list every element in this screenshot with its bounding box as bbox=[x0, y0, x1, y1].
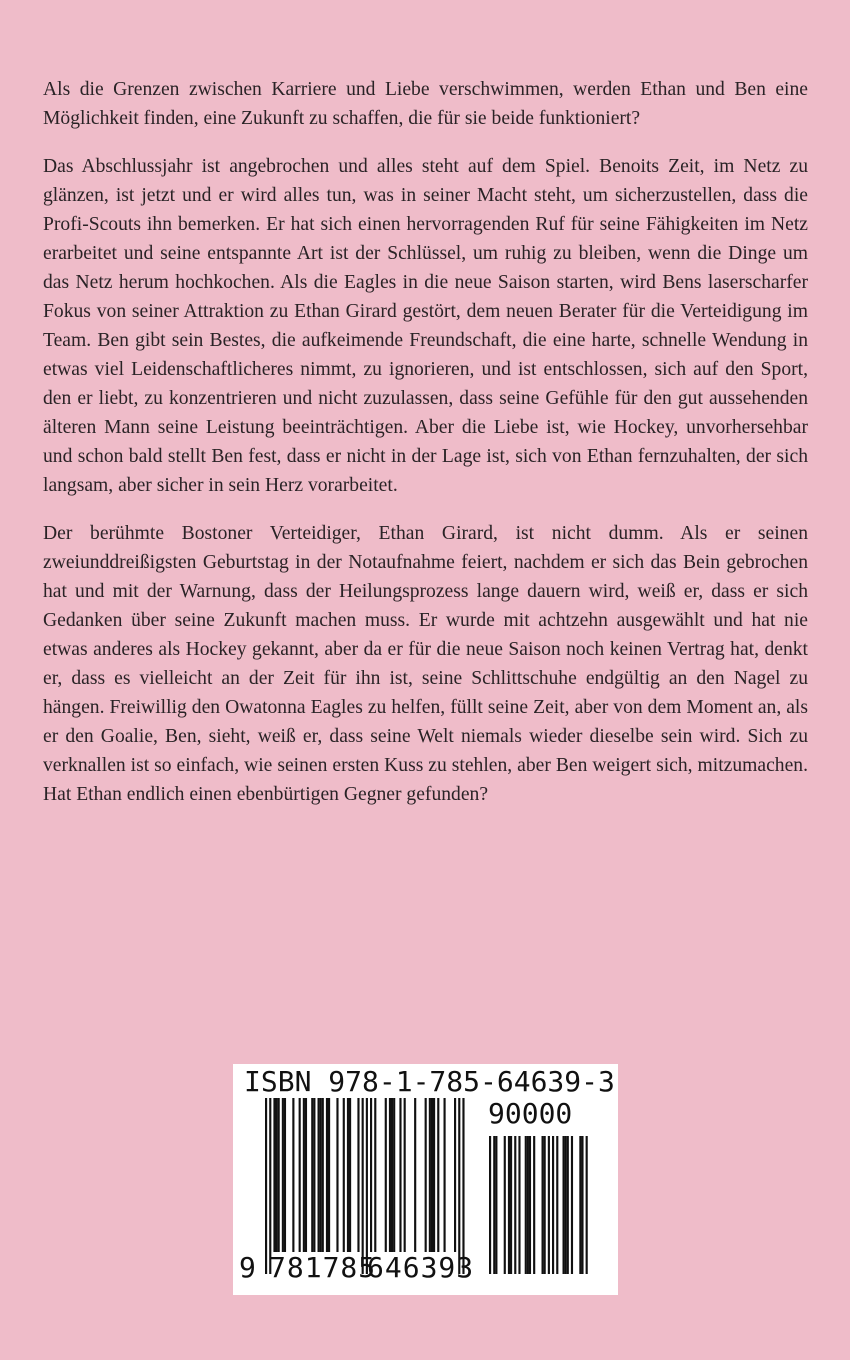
barcode-bar-4 bbox=[278, 1098, 280, 1252]
ean-left-digits: 781785 bbox=[269, 1251, 377, 1284]
barcode-bar-17 bbox=[328, 1098, 330, 1252]
barcode-bar-22 bbox=[357, 1098, 359, 1252]
addon-bar-19 bbox=[567, 1136, 569, 1274]
addon-bar-4 bbox=[508, 1136, 510, 1274]
addon-bar-18 bbox=[565, 1136, 567, 1274]
barcode-bar-42 bbox=[462, 1098, 464, 1274]
barcode-bar-8 bbox=[299, 1098, 301, 1252]
addon-bar-13 bbox=[544, 1136, 546, 1274]
barcode-bar-15 bbox=[322, 1098, 324, 1252]
barcode-bar-39 bbox=[444, 1098, 446, 1252]
addon-bar-10 bbox=[529, 1136, 531, 1274]
barcode-bar-24 bbox=[366, 1098, 368, 1274]
barcode-bar-35 bbox=[429, 1098, 431, 1252]
barcode-bar-6 bbox=[284, 1098, 286, 1252]
barcode-bar-36 bbox=[431, 1098, 433, 1252]
barcode-bar-20 bbox=[347, 1098, 349, 1252]
isbn-label: ISBN 978-1-785-64639-3 bbox=[244, 1065, 615, 1098]
barcode-bar-5 bbox=[282, 1098, 284, 1252]
barcode-bar-21 bbox=[349, 1098, 351, 1252]
addon-bar-5 bbox=[510, 1136, 512, 1274]
addon-bar-14 bbox=[548, 1136, 550, 1274]
barcode-bar-11 bbox=[311, 1098, 313, 1252]
barcode-bar-33 bbox=[414, 1098, 416, 1252]
back-cover-blurb bbox=[43, 75, 808, 828]
barcode-bar-32 bbox=[404, 1098, 406, 1252]
barcode-bar-26 bbox=[374, 1098, 376, 1252]
barcode-bar-37 bbox=[433, 1098, 435, 1252]
barcode-bar-28 bbox=[389, 1098, 391, 1252]
addon-bar-21 bbox=[579, 1136, 581, 1274]
barcode-bar-31 bbox=[399, 1098, 401, 1252]
ean-first-digit: 9 bbox=[239, 1251, 256, 1284]
addon-bar-23 bbox=[586, 1136, 588, 1274]
barcode-bar-40 bbox=[454, 1098, 456, 1252]
barcode-bar-23 bbox=[362, 1098, 364, 1274]
addon-bar-6 bbox=[514, 1136, 516, 1274]
barcode-bar-7 bbox=[292, 1098, 294, 1252]
barcode-bar-12 bbox=[313, 1098, 315, 1252]
barcode-bar-27 bbox=[385, 1098, 387, 1252]
barcode-bar-25 bbox=[370, 1098, 372, 1252]
barcode-bar-14 bbox=[320, 1098, 322, 1252]
barcode-bar-19 bbox=[343, 1098, 345, 1252]
addon-bar-12 bbox=[542, 1136, 544, 1274]
addon-bar-15 bbox=[552, 1136, 554, 1274]
barcode-bar-3 bbox=[276, 1098, 278, 1252]
barcode-bar-10 bbox=[305, 1098, 307, 1252]
addon-bar-20 bbox=[571, 1136, 573, 1274]
barcode-bar-16 bbox=[326, 1098, 328, 1252]
addon-bar-3 bbox=[504, 1136, 506, 1274]
barcode-bar-1 bbox=[269, 1098, 271, 1274]
barcode-bar-38 bbox=[437, 1098, 439, 1252]
addon-bar-0 bbox=[489, 1136, 491, 1274]
barcode-bar-30 bbox=[393, 1098, 395, 1252]
addon-bar-11 bbox=[533, 1136, 535, 1274]
barcode-bar-18 bbox=[336, 1098, 338, 1252]
barcode-bar-13 bbox=[318, 1098, 320, 1252]
addon-bar-16 bbox=[556, 1136, 558, 1274]
barcode-bar-41 bbox=[458, 1098, 460, 1274]
isbn-barcode bbox=[233, 1064, 618, 1295]
addon-bar-1 bbox=[493, 1136, 495, 1274]
barcode-bar-9 bbox=[303, 1098, 305, 1252]
barcode-bar-29 bbox=[391, 1098, 393, 1252]
barcode-bar-34 bbox=[425, 1098, 427, 1252]
barcode-bar-2 bbox=[273, 1098, 275, 1252]
blurb-paragraph-1: Als die Grenzen zwischen Karriere und Liebe verschwimmen, werden Ethan und Ben eine Möglichkeit finden, eine Zukunft zu schaffen, die für sie beide funktioniert? bbox=[43, 79, 808, 129]
addon-bar-9 bbox=[527, 1136, 529, 1274]
price-addon-number: 90000 bbox=[488, 1097, 573, 1130]
blurb-paragraph-2: Das Abschlussjahr ist angebrochen und alles steht auf dem Spiel. Benoits Zeit, im Netz zu glänzen, ist jetzt und er wird alles tun, was in seiner Macht steht, um sicherzustellen, dass die Profi-Scouts ihn bemerken. Er hat sich einen hervorragenden Ruf für seine Fähigkeiten im Netz erarbeitet und seine entspannte Art ist der Schlüssel, um ruhig zu bleiben, wenn die Dinge um das Netz herum hochkochen. Als die Eagles in die neue Saison starten, wird Bens laserscharfer Fokus von seiner Attraktion zu Ethan Girard gestört, dem neuen Berater für die Verteidigung im Team. Ben gibt sein Bestes, die aufkeimende Freundschaft, die eine harte, schnelle Wendung in etwas viel Leidenschaftlicheres nimmt, zu ignorieren, und ist entschlossen, sich auf den Sport, den er liebt, zu konzentrieren und nicht zuzulassen, dass seine Gefühle für den gut aussehenden älteren Mann seine Leistung beeinträchtigen. Aber die Liebe ist, wie Hockey, unvorhersehbar und schon bald stellt Ben fest, dass er nicht in der Lage ist, sich von Ethan fernzuhalten, der sich langsam, aber sicher in sein Herz vorarbeitet. bbox=[43, 156, 808, 496]
addon-bar-22 bbox=[581, 1136, 583, 1274]
ean-right-digits: 646393 bbox=[367, 1251, 475, 1284]
blurb-paragraph-3: Der berühmte Bostoner Verteidiger, Ethan Girard, ist nicht dumm. Als er seinen zweiunddreißigsten Geburtstag in der Notaufnahme feiert, nachdem er sich das Bein gebrochen hat und mit der Warnung, dass der Heilungsprozess lange dauern wird, weiß er, dass er sich Gedanken über seine Zukunft machen muss. Er wurde mit achtzehn ausgewählt und hat nie etwas anderes als Hockey gekannt, aber da er für die neue Saison noch keinen Vertrag hat, denkt er, dass es vielleicht an der Zeit für ihn ist, seine Schlittschuhe endgültig an den Nagel zu hängen. Freiwillig den Owatonna Eagles zu helfen, füllt seine Zeit, aber von dem Moment an, als er den Goalie, Ben, sieht, weiß er, dass seine Welt niemals wieder dieselbe sein wird. Sich zu verknallen ist so einfach, wie seinen ersten Kuss zu stehlen, aber Ben weigert sich, mitzumachen. Hat Ethan endlich einen ebenbürtigen Gegner gefunden? bbox=[43, 523, 808, 805]
addon-bar-7 bbox=[518, 1136, 520, 1274]
barcode-bar-0 bbox=[265, 1098, 267, 1274]
addon-bar-17 bbox=[563, 1136, 565, 1274]
addon-bar-2 bbox=[495, 1136, 497, 1274]
addon-bar-8 bbox=[525, 1136, 527, 1274]
